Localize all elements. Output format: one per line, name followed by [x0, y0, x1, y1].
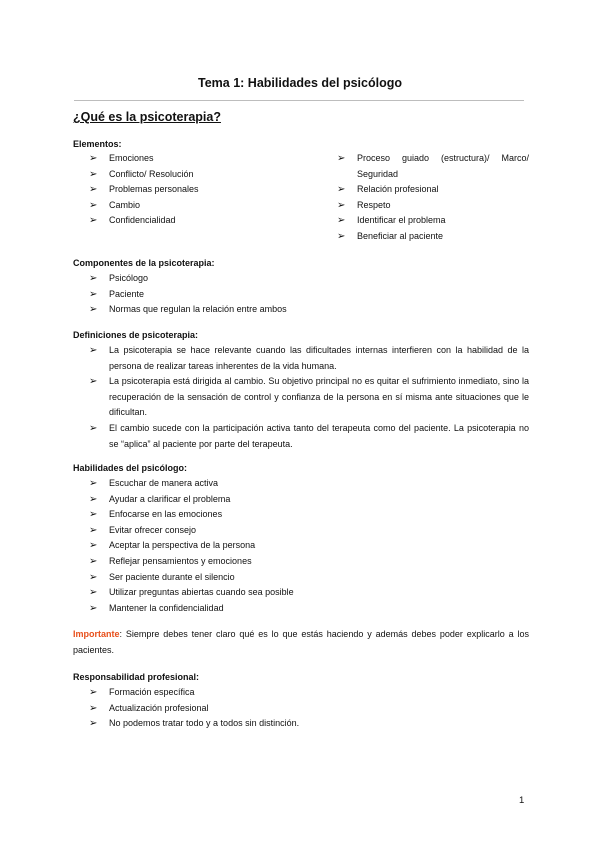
list-item: ➢ Normas que regulan la relación entre ambos: [89, 302, 529, 318]
importante-label: Importante: [73, 629, 120, 639]
arrow-bullet-icon: ➢: [89, 153, 98, 164]
importante-note: [73, 627, 529, 658]
title-divider: [74, 100, 524, 101]
list-item: ➢ Escuchar de manera activa: [89, 476, 529, 492]
list-item: ➢ Utilizar preguntas abiertas cuando sea posible: [89, 585, 529, 601]
arrow-bullet-icon: ➢: [89, 376, 98, 388]
arrow-bullet-icon: ➢: [89, 687, 98, 698]
definiciones-list: [89, 343, 529, 452]
list-item: ➢ Ayudar a clarificar el problema: [89, 492, 529, 508]
list-item: ➢ Conflicto/ Resolución: [89, 167, 309, 183]
arrow-bullet-icon: ➢: [337, 215, 346, 227]
responsabilidad-list: [89, 685, 529, 732]
elementos-label: Elementos:: [73, 139, 122, 149]
list-item: ➢ Problemas personales: [89, 182, 309, 198]
arrow-bullet-icon: ➢: [89, 524, 98, 536]
list-item: ➢ Actualización profesional: [89, 701, 529, 717]
list-item: ➢ El cambio sucede con la participación activa tanto del terapeuta como del paciente. La psicoterapia no se “aplica” al paciente por parte del terapeuta.: [89, 422, 529, 449]
list-item: ➢ La psicoterapia se hace relevante cuando las dificultades internas interfieren con la habilidad de la persona de realizar tareas inherentes de la vida humana.: [89, 345, 529, 371]
list-item: ➢ Identificar el problema: [337, 213, 529, 229]
section-heading: ¿Qué es la psicoterapia?: [73, 110, 221, 124]
arrow-bullet-icon: ➢: [89, 493, 98, 505]
arrow-bullet-icon: ➢: [337, 184, 346, 196]
arrow-bullet-icon: ➢: [89, 184, 98, 196]
page-number: 1: [519, 795, 525, 806]
list-item: ➢ La psicoterapia está dirigida al cambio. Su objetivo principal no es quitar el sufrimiento inmediato, sino la recuperación de la sensación de control y confianza de la persona en sí misma ante situaciones que le dificultan.: [89, 376, 529, 418]
elementos-list-left: [89, 151, 309, 229]
arrow-bullet-icon: ➢: [89, 540, 98, 552]
list-item: ➢ Enfocarse en las emociones: [89, 507, 529, 523]
componentes-list: [89, 271, 529, 318]
list-item: ➢ Formación específica: [89, 685, 529, 701]
list-item: ➢ Ser paciente durante el silencio: [89, 570, 529, 586]
arrow-bullet-icon: ➢: [89, 478, 98, 489]
arrow-bullet-icon: ➢: [89, 718, 98, 730]
list-item: ➢ Mantener la confidencialidad: [89, 601, 529, 617]
importante-text: : Siempre debes tener claro qué es lo que estás haciendo y además debes poder explicarlo a los pacientes.: [73, 629, 529, 655]
arrow-bullet-icon: ➢: [89, 509, 98, 521]
list-item: ➢ Relación profesional: [337, 182, 529, 198]
arrow-bullet-icon: ➢: [89, 345, 98, 356]
arrow-bullet-icon: ➢: [89, 587, 98, 599]
arrow-bullet-icon: ➢: [89, 602, 98, 614]
list-item: ➢ Beneficiar al paciente: [337, 229, 529, 245]
habilidades-label: Habilidades del psicólogo:: [73, 463, 188, 473]
arrow-bullet-icon: ➢: [89, 168, 98, 180]
arrow-bullet-icon: ➢: [337, 230, 346, 242]
list-item: ➢ Emociones: [89, 151, 309, 167]
arrow-bullet-icon: ➢: [89, 571, 98, 583]
arrow-bullet-icon: ➢: [89, 199, 98, 211]
arrow-bullet-icon: ➢: [89, 422, 98, 434]
list-item: ➢ No podemos tratar todo y a todos sin distinción.: [89, 716, 529, 732]
list-item: ➢ Aceptar la perspectiva de la persona: [89, 538, 529, 554]
arrow-bullet-icon: ➢: [89, 273, 98, 284]
list-item: ➢ Confidencialidad: [89, 213, 309, 229]
definiciones-label: Definiciones de psicoterapia:: [73, 330, 199, 340]
arrow-bullet-icon: ➢: [337, 153, 346, 164]
responsabilidad-label: Responsabilidad profesional:: [73, 672, 200, 682]
arrow-bullet-icon: ➢: [89, 304, 98, 316]
list-item: ➢ Paciente: [89, 287, 529, 303]
list-item: ➢ Cambio: [89, 198, 309, 214]
list-item: ➢ Evitar ofrecer consejo: [89, 523, 529, 539]
habilidades-list: [89, 476, 529, 616]
arrow-bullet-icon: ➢: [337, 199, 346, 211]
arrow-bullet-icon: ➢: [89, 288, 98, 300]
arrow-bullet-icon: ➢: [89, 555, 98, 567]
arrow-bullet-icon: ➢: [89, 215, 98, 227]
arrow-bullet-icon: ➢: [89, 702, 98, 714]
list-item: ➢ Proceso guiado (estructura)/ Marco/ Seguridad: [337, 153, 529, 179]
componentes-label: Componentes de la psicoterapia:: [73, 258, 215, 268]
list-item: ➢ Reflejar pensamientos y emociones: [89, 554, 529, 570]
elementos-list-right: [337, 151, 529, 245]
document-title: Tema 1: Habilidades del psicólogo: [198, 76, 402, 90]
list-item: ➢ Psicólogo: [89, 271, 529, 287]
list-item: ➢ Respeto: [337, 198, 529, 214]
